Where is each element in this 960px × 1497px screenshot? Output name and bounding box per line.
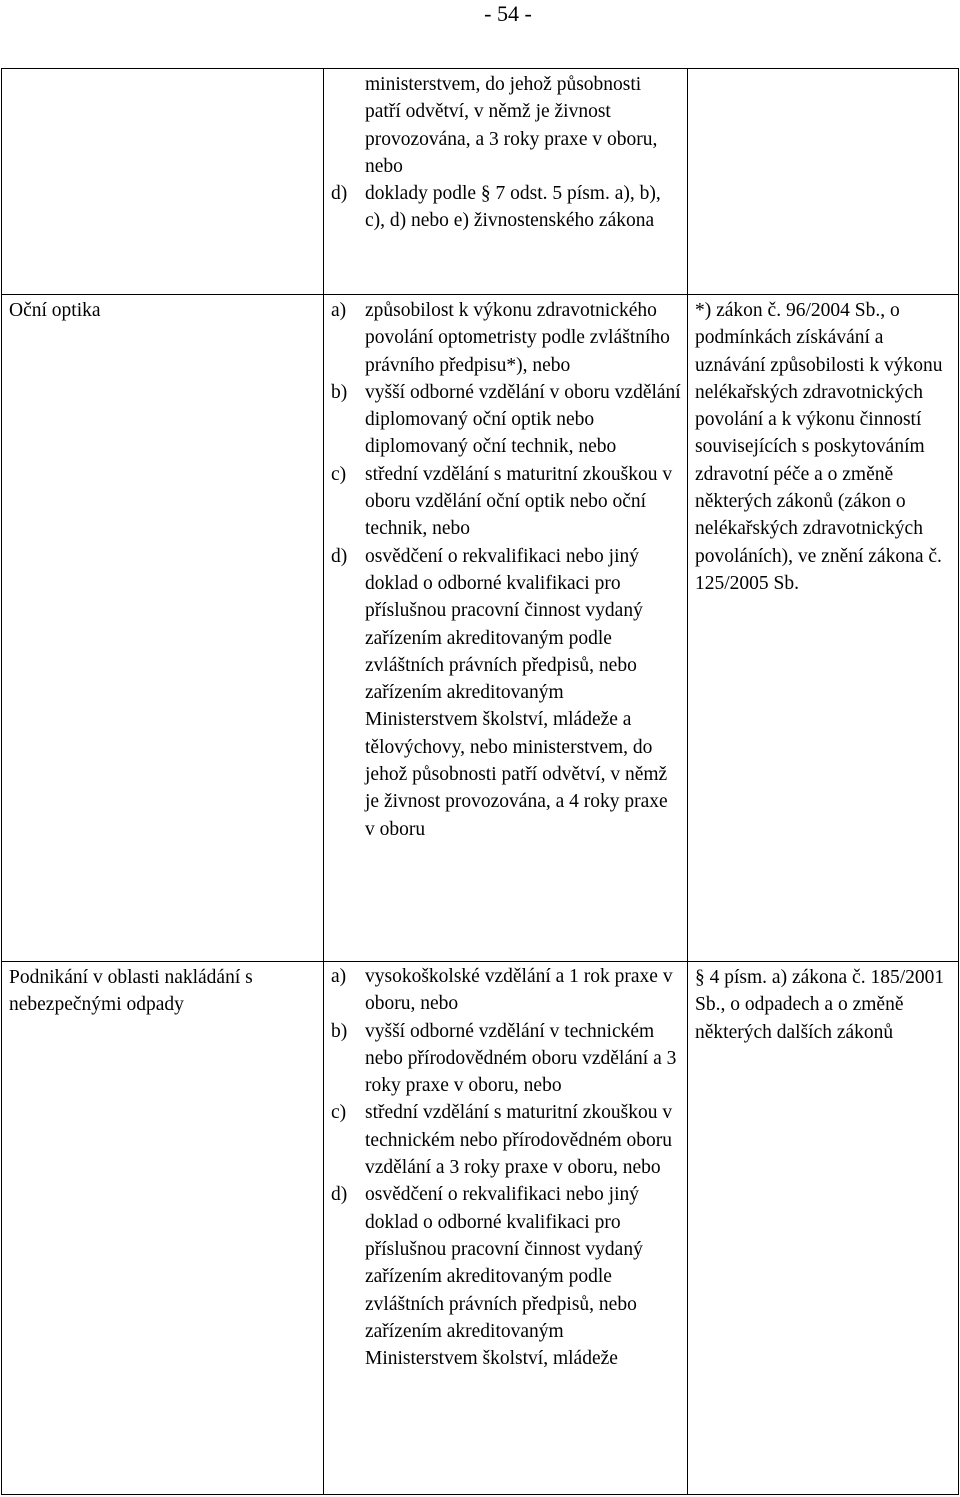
law-reference-cell: § 4 písm. a) zákona č. 185/2001 Sb., o odpadech a o změně některých dalších zákonů <box>688 962 959 1495</box>
table-row <box>2 962 959 1495</box>
trade-cell: Podnikání v oblasti nakládání s nebezpečnými odpady <box>2 962 324 1495</box>
list-item <box>331 379 681 461</box>
list-item <box>331 1099 681 1181</box>
item-marker: c) <box>331 463 347 485</box>
qualification-cell <box>324 295 688 962</box>
qualification-cell <box>324 962 688 1495</box>
item-text: doklady podle § 7 odst. 5 písm. a), b), c), d) nebo e) živnostenského zákona <box>365 183 661 232</box>
trade-requirements-table <box>1 68 959 1495</box>
item-text: vyšší odborné vzdělání v technickém nebo přírodovědném oboru vzdělání a 3 roky praxe v oboru, nebo <box>365 1020 677 1097</box>
item-marker: d) <box>331 1184 348 1206</box>
qualification-cell <box>324 69 688 295</box>
item-text: osvědčení o rekvalifikaci nebo jiný doklad o odborné kvalifikaci pro příslušnou pracovní činnost vydaný zařízením akreditovaným podle zvláštních právních předpisů, nebo zařízením akreditovaným Ministerstvem školství, mládeže <box>365 1184 643 1370</box>
item-text: střední vzdělání s maturitní zkouškou v oboru vzdělání oční optik nebo oční technik, nebo <box>365 463 673 540</box>
item-text: střední vzdělání s maturitní zkouškou v technickém nebo přírodovědném oboru vzdělání a 3 roky praxe v oboru, nebo <box>365 1102 673 1179</box>
item-text: osvědčení o rekvalifikaci nebo jiný doklad o odborné kvalifikaci pro příslušnou pracovní činnost vydaný zařízením akreditovaným podle zvláštních právních předpisů, nebo zařízením akreditovaným Ministerstvem školství, mládeže a tělovýchovy, nebo ministerstvem, do jehož působnosti patří odvětví, v němž je živnost provozována, a 4 roky praxe v oboru <box>365 545 668 840</box>
item-marker: c) <box>331 1102 347 1124</box>
trade-cell: Oční optika <box>2 295 324 962</box>
list-item <box>331 461 681 543</box>
item-text: vyšší odborné vzdělání v oboru vzdělání diplomovaný oční optik nebo diplomovaný oční technik, nebo <box>365 381 681 458</box>
list-item <box>331 963 681 1018</box>
item-marker: d) <box>331 545 348 567</box>
page-number: - 54 - <box>484 1 532 26</box>
list-item <box>331 180 681 235</box>
item-text: vysokoškolské vzdělání a 1 rok praxe v oboru, nebo <box>365 966 673 1015</box>
trade-cell <box>2 69 324 295</box>
table-row <box>2 295 959 962</box>
item-marker: a) <box>331 966 347 987</box>
list-item <box>331 1018 681 1100</box>
table-row <box>2 69 959 295</box>
list-item <box>331 1181 681 1372</box>
item-marker: a) <box>331 300 347 321</box>
law-reference-cell: *) zákon č. 96/2004 Sb., o podmínkách získávání a uznávání způsobilosti k výkonu nelékařských zdravotnických povolání a k výkonu činností souvisejících s poskytováním zdravotní péče a o změně některých zákonů (zákon o nelékařských zdravotnických povoláních), ve znění zákona č. 125/2005 Sb. <box>688 295 959 962</box>
list-item <box>331 297 681 379</box>
item-text: způsobilost k výkonu zdravotnického povolání optometristy podle zvláštního právního předpisu*), nebo <box>365 300 670 376</box>
item-marker: d) <box>331 183 348 205</box>
item-marker: b) <box>331 1020 348 1042</box>
item-marker: b) <box>331 381 348 403</box>
continuation-text: ministerstvem, do jehož působnosti patří odvětví, v němž je živnost provozována, a 3 roky praxe v oboru, nebo <box>365 74 658 177</box>
list-item <box>331 543 681 843</box>
law-reference-cell <box>688 69 959 295</box>
